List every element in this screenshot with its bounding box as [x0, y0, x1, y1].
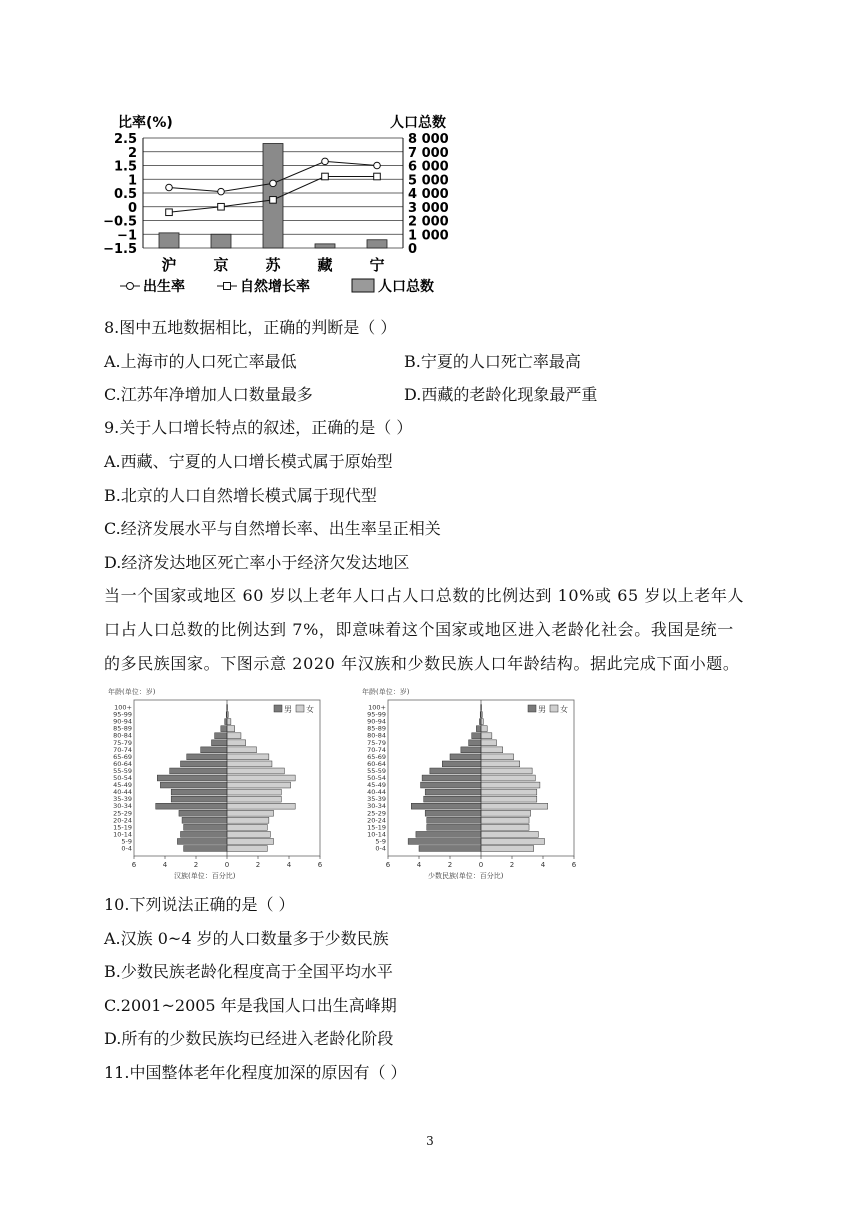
male-bar: [425, 810, 481, 816]
age-group-label: 15-19: [367, 823, 386, 832]
y-right-tick: 3 000: [408, 200, 449, 216]
female-bar: [227, 768, 284, 774]
q9-option-c: C.经济发展水平与自然增长率、出生率呈正相关: [104, 519, 441, 538]
female-bar: [227, 810, 274, 816]
age-group-label: 45-49: [113, 781, 132, 790]
q9-option-d: D.经济发达地区死亡率小于经济欠发达地区: [104, 553, 410, 572]
age-group-label: 90-94: [113, 717, 132, 726]
pyramid-x-label: 汉族(单位：百分比): [174, 872, 236, 880]
age-group-label: 70-74: [367, 745, 386, 754]
age-group-label: 5-9: [375, 837, 386, 846]
q8-option-d: D.西藏的老龄化现象最严重: [404, 385, 598, 404]
age-group-label: 35-39: [113, 795, 132, 804]
male-bar: [422, 775, 481, 781]
x-tick-label: 4: [416, 861, 422, 869]
population-bar: [159, 233, 179, 248]
y-left-tick: 0.5: [113, 187, 137, 202]
age-group-label: 75-79: [113, 738, 132, 747]
female-bar: [481, 803, 548, 809]
x-tick-label: 2: [255, 861, 261, 869]
age-group-label: 0-4: [121, 844, 132, 853]
female-bar: [481, 740, 497, 746]
q10-option-c: C.2001~2005 年是我国人口出生高峰期: [104, 996, 397, 1015]
male-bar: [171, 796, 227, 802]
male-bar: [424, 796, 481, 802]
age-group-label: 15-19: [113, 823, 132, 832]
male-bar: [187, 754, 227, 760]
age-group-label: 80-84: [367, 731, 386, 740]
female-bar: [481, 726, 487, 732]
y-right-tick: 1 000: [408, 228, 449, 244]
male-bar: [215, 733, 227, 739]
male-bar: [181, 761, 228, 767]
female-bar: [227, 754, 269, 760]
female-bar: [481, 824, 529, 830]
female-bar: [227, 782, 291, 788]
population-bar: [367, 240, 387, 248]
x-tick-label: 6: [571, 861, 577, 869]
y-left-tick: 1: [127, 173, 137, 189]
age-group-label: 10-14: [113, 830, 132, 839]
passage-line-1: 当一个国家或地区 60 岁以上老年人口占人口总数的比例达到 10%或 65 岁以上老年人: [104, 586, 745, 605]
natural-growth-point: [374, 173, 381, 180]
female-bar: [481, 831, 538, 837]
chart-legend: [120, 278, 434, 295]
x-tick-label: 4: [162, 861, 168, 869]
birth-rate-point: [322, 158, 329, 165]
y-left-tick: −1: [117, 228, 137, 244]
passage-line-2: 口占人口总数的比例达到 7%，即意味着这个国家或地区进入老龄化社会。我国是统一: [104, 620, 734, 639]
q9-option-b: B.北京的人口自然增长模式属于现代型: [104, 486, 377, 505]
legend-square-marker: [224, 283, 231, 290]
age-group-label: 70-74: [113, 745, 132, 754]
male-bar: [476, 726, 481, 732]
male-bar: [411, 803, 481, 809]
female-bar: [227, 831, 270, 837]
natural-growth-point: [218, 203, 225, 210]
female-bar: [481, 768, 532, 774]
y-left-tick: 1.5: [113, 159, 137, 175]
male-bar: [427, 817, 481, 823]
age-group-label: 100+: [368, 703, 386, 712]
age-group-label: 95-99: [367, 710, 386, 719]
q8-option-c: C.江苏年净增加人口数量最多: [104, 385, 313, 404]
legend-birth-rate: 出生率: [143, 279, 185, 295]
male-bar: [201, 747, 227, 753]
x-tick-label: 4: [286, 861, 292, 869]
y-right-tick: 4 000: [408, 187, 449, 202]
male-bar: [469, 740, 481, 746]
population-rate-chart: [100, 110, 460, 300]
legend-male-swatch: [528, 705, 536, 712]
age-group-label: 90-94: [367, 717, 386, 726]
pyramid-axis-title: 年龄(单位：岁): [108, 688, 156, 696]
y-left-tick: −0.5: [103, 214, 137, 230]
birth-rate-point: [218, 188, 225, 195]
male-bar: [181, 831, 228, 837]
y-left-tick: −1.5: [103, 242, 137, 257]
male-bar: [442, 761, 481, 767]
male-bar: [157, 775, 227, 781]
female-bar: [227, 733, 241, 739]
male-bar: [472, 733, 481, 739]
male-bar: [177, 839, 227, 845]
male-bar: [461, 747, 481, 753]
female-bar: [481, 775, 535, 781]
y-right-tick: 5 000: [408, 173, 449, 189]
x-tick-label: 2: [193, 861, 199, 869]
birth-rate-point: [166, 184, 173, 191]
male-bar: [184, 824, 227, 830]
age-group-label: 0-4: [375, 844, 386, 853]
age-group-label: 65-69: [113, 752, 132, 761]
q9-stem: 9.关于人口增长特点的叙述，正确的是（ ）: [104, 418, 413, 437]
male-bar: [419, 846, 481, 852]
q9-option-a: A.西藏、宁夏的人口增长模式属于原始型: [104, 452, 393, 471]
han-population-pyramid: [108, 686, 330, 886]
legend-female-label: 女: [306, 705, 314, 714]
x-tick-label: 6: [385, 861, 391, 869]
male-bar: [450, 754, 481, 760]
male-bar: [225, 719, 227, 725]
age-group-label: 100+: [114, 703, 132, 712]
x-tick-label: 4: [540, 861, 546, 869]
x-tick-label: 6: [131, 861, 137, 869]
y-right-title: 人口总数: [390, 115, 446, 131]
female-bar: [227, 817, 269, 823]
q10-stem: 10.下列说法正确的是（ ）: [104, 895, 295, 914]
birth-rate-point: [374, 162, 381, 169]
female-bar: [481, 810, 531, 816]
x-tick-label: 6: [317, 861, 323, 869]
pyramid-x-label: 少数民族(单位：百分比): [428, 872, 504, 880]
natural-growth-point: [270, 197, 277, 204]
female-bar: [481, 796, 537, 802]
y-left-title: 比率(%): [118, 115, 173, 131]
male-bar: [182, 817, 227, 823]
birth-rate-point: [270, 180, 277, 187]
age-group-label: 95-99: [113, 710, 132, 719]
female-bar: [481, 719, 483, 725]
female-bar: [227, 846, 267, 852]
age-group-label: 50-54: [367, 774, 386, 783]
age-group-label: 25-29: [367, 809, 386, 818]
age-group-label: 40-44: [367, 788, 386, 797]
population-bar: [263, 144, 283, 249]
category-label: 沪: [161, 256, 177, 274]
age-group-label: 10-14: [367, 830, 386, 839]
female-bar: [227, 747, 256, 753]
age-group-label: 60-64: [367, 759, 386, 768]
legend-circle-marker: [127, 283, 134, 290]
age-group-label: 60-64: [113, 759, 132, 768]
female-bar: [481, 754, 514, 760]
female-bar: [227, 803, 295, 809]
male-bar: [430, 768, 481, 774]
q8-option-b: B.宁夏的人口死亡率最高: [404, 352, 581, 371]
population-bar: [211, 234, 231, 248]
female-bar: [227, 726, 235, 732]
age-group-label: 40-44: [113, 788, 132, 797]
age-group-label: 50-54: [113, 774, 132, 783]
q10-option-b: B.少数民族老龄化程度高于全国平均水平: [104, 962, 393, 981]
x-tick-label: 2: [447, 861, 453, 869]
female-bar: [227, 824, 267, 830]
female-bar: [481, 782, 540, 788]
female-bar: [227, 839, 274, 845]
female-bar: [481, 789, 537, 795]
legend-female-swatch: [296, 705, 304, 712]
y-right-tick: 8 000: [408, 132, 449, 147]
category-label: 京: [213, 256, 229, 274]
age-group-label: 55-59: [113, 766, 132, 775]
passage-line-3: 的多民族国家。下图示意 2020 年汉族和少数民族人口年龄结构。据此完成下面小题。: [104, 654, 740, 673]
age-group-label: 20-24: [367, 816, 386, 825]
page-number: 3: [426, 1134, 434, 1148]
q8-stem: 8.图中五地数据相比，正确的判断是（ ）: [104, 318, 397, 337]
y-right-tick: 7 000: [408, 145, 449, 161]
age-group-label: 45-49: [367, 781, 386, 790]
age-group-label: 85-89: [367, 724, 386, 733]
female-bar: [227, 719, 231, 725]
age-group-label: 75-79: [367, 738, 386, 747]
male-bar: [156, 803, 227, 809]
male-bar: [212, 740, 228, 746]
age-group-label: 30-34: [367, 802, 386, 811]
category-label: 藏: [317, 256, 333, 274]
female-bar: [481, 761, 520, 767]
pyramid-axis-title: 年龄(单位：岁): [362, 688, 410, 696]
age-group-label: 30-34: [113, 802, 132, 811]
legend-male-label: 男: [284, 705, 292, 714]
female-bar: [227, 789, 281, 795]
female-bar: [227, 796, 281, 802]
category-label: 宁: [369, 256, 385, 274]
q10-option-d: D.所有的少数民族均已经进入老龄化阶段: [104, 1029, 394, 1048]
y-left-tick: 2: [127, 145, 137, 161]
male-bar: [416, 831, 481, 837]
female-bar: [481, 733, 492, 739]
y-left-tick: 0: [127, 200, 137, 216]
legend-population: 人口总数: [378, 279, 434, 295]
age-group-label: 85-89: [113, 724, 132, 733]
male-bar: [179, 810, 227, 816]
male-bar: [421, 782, 481, 788]
y-right-tick: 0: [408, 242, 418, 257]
natural-growth-point: [322, 173, 329, 180]
age-group-label: 5-9: [121, 837, 132, 846]
male-bar: [170, 768, 227, 774]
legend-female-swatch: [550, 705, 558, 712]
minority-population-pyramid: [362, 686, 584, 886]
y-left-tick: 2.5: [113, 132, 137, 147]
male-bar: [408, 839, 481, 845]
female-bar: [227, 775, 295, 781]
y-right-tick: 6 000: [408, 159, 449, 175]
legend-natural-growth: 自然增长率: [240, 279, 310, 295]
x-tick-label: 0: [224, 861, 230, 869]
female-bar: [481, 839, 545, 845]
age-group-label: 35-39: [367, 795, 386, 804]
q11-stem: 11.中国整体老年化程度加深的原因有（ ）: [104, 1063, 407, 1082]
female-bar: [227, 740, 246, 746]
male-bar: [427, 824, 481, 830]
age-group-label: 55-59: [367, 766, 386, 775]
female-bar: [481, 817, 529, 823]
male-bar: [425, 789, 481, 795]
age-group-label: 20-24: [113, 816, 132, 825]
category-label: 苏: [265, 256, 281, 274]
age-group-label: 25-29: [113, 809, 132, 818]
y-right-tick: 2 000: [408, 214, 449, 230]
x-tick-label: 2: [509, 861, 515, 869]
q10-option-a: A.汉族 0~4 岁的人口数量多于少数民族: [104, 929, 389, 948]
female-bar: [481, 747, 503, 753]
population-bar: [315, 244, 335, 248]
female-bar: [481, 846, 534, 852]
age-group-label: 65-69: [367, 752, 386, 761]
legend-female-label: 女: [560, 705, 568, 714]
female-bar: [227, 761, 272, 767]
male-bar: [184, 846, 227, 852]
male-bar: [221, 726, 227, 732]
legend-male-swatch: [274, 705, 282, 712]
male-bar: [160, 782, 227, 788]
legend-male-label: 男: [538, 705, 546, 714]
male-bar: [171, 789, 227, 795]
q8-option-a: A.上海市的人口死亡率最低: [104, 352, 297, 371]
legend-bar-swatch: [352, 279, 374, 292]
x-tick-label: 0: [478, 861, 484, 869]
natural-growth-point: [166, 209, 173, 216]
age-group-label: 80-84: [113, 731, 132, 740]
